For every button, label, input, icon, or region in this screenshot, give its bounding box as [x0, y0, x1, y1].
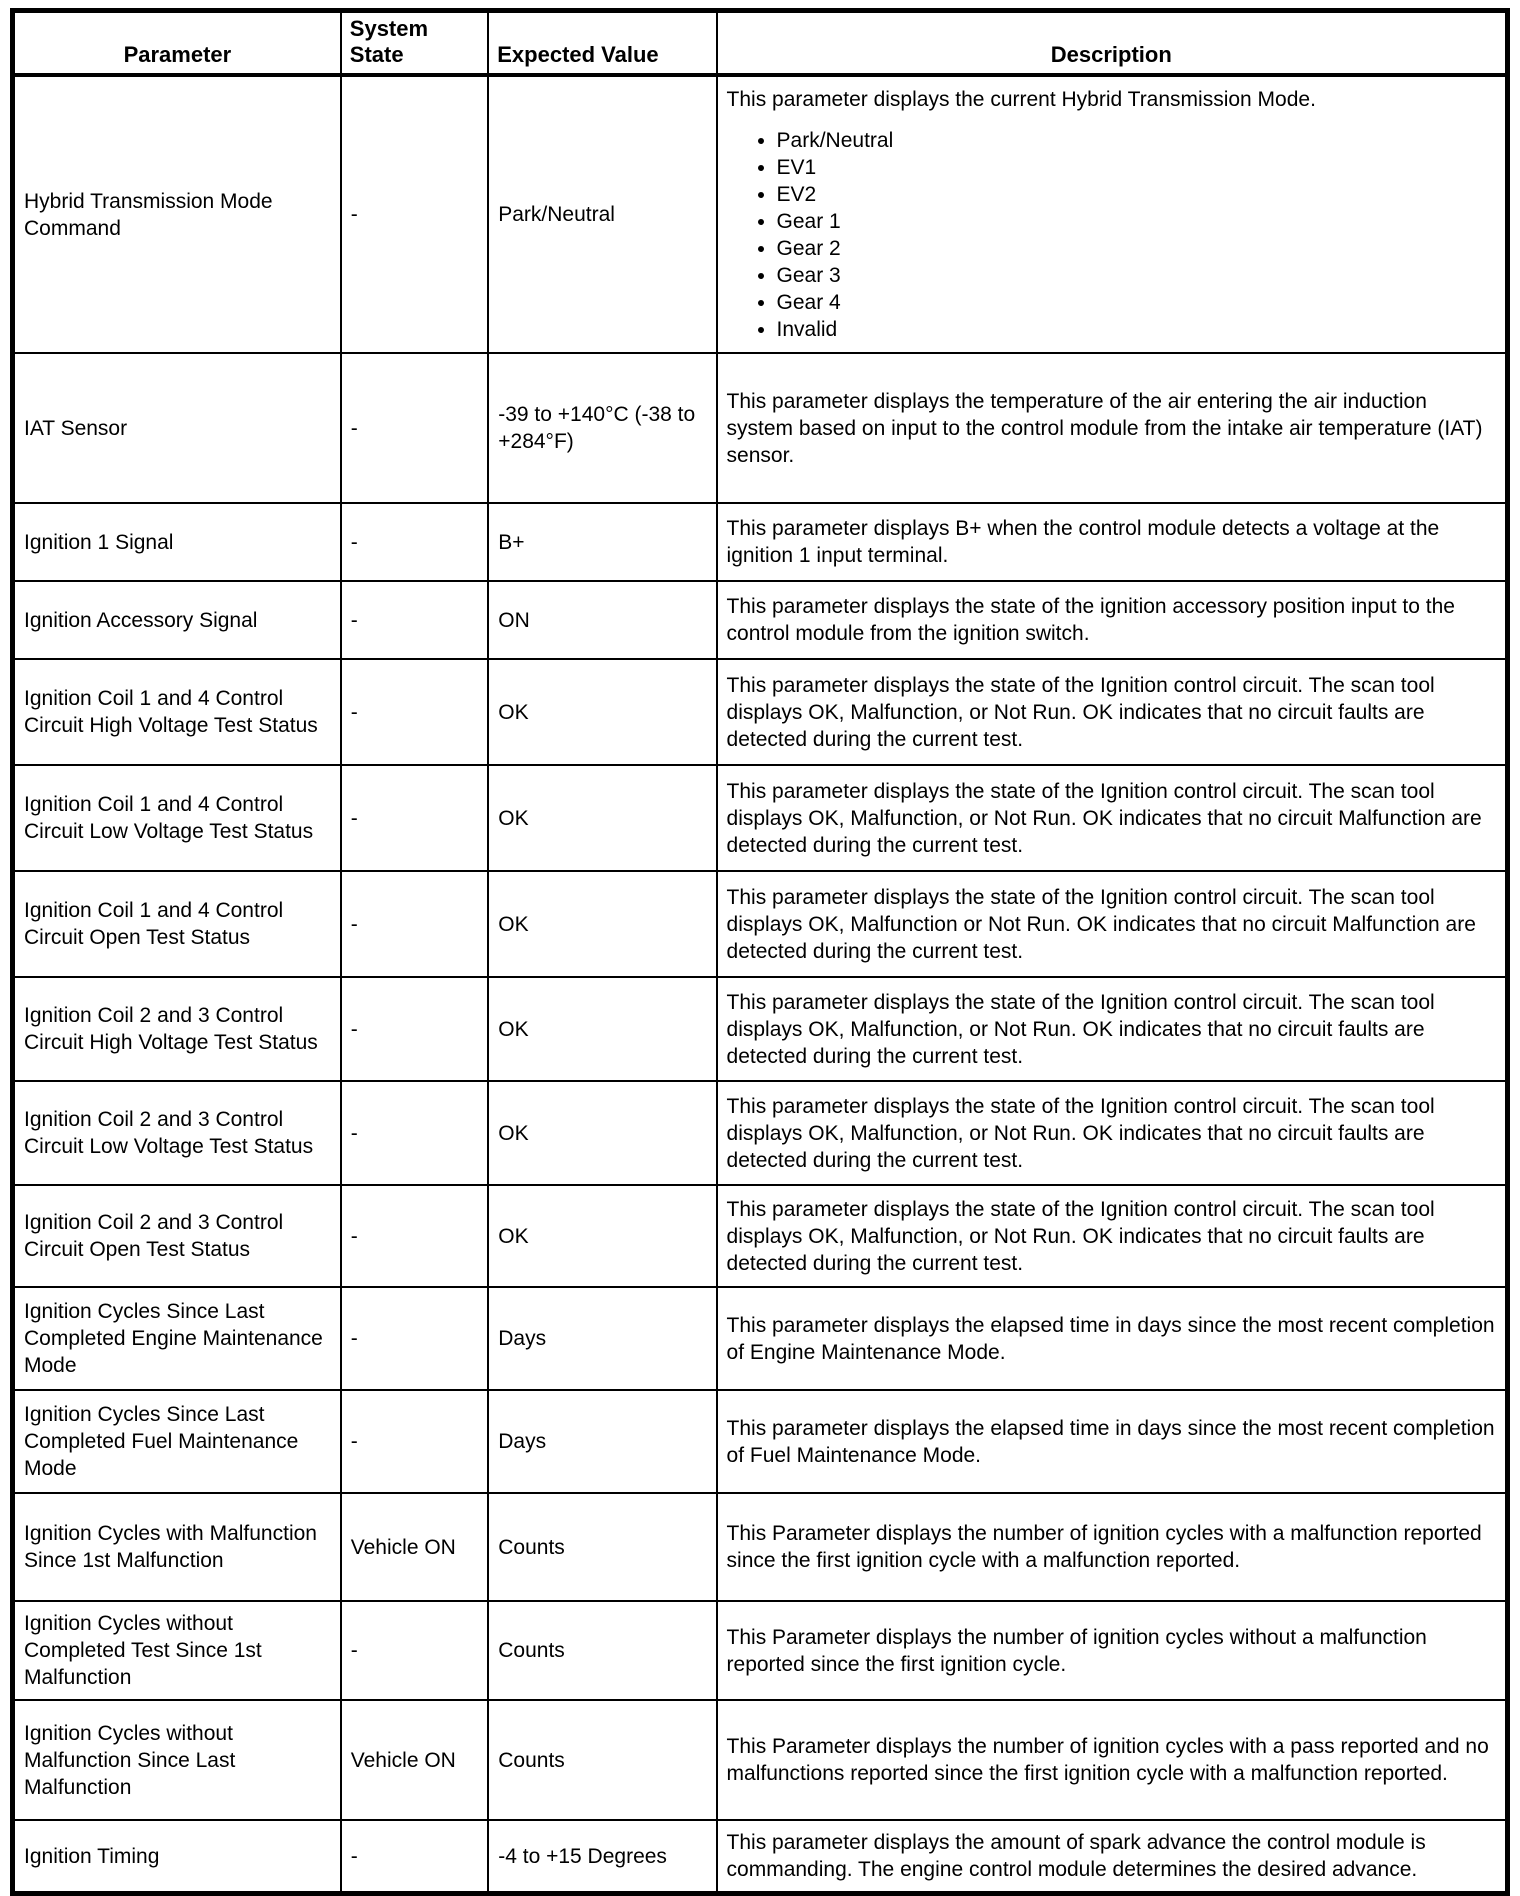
description-cell: This parameter displays the state of the Ignition control circuit. The scan tool displays OK, Malfunction or Not Run. OK indicates that no circuit Malfunction are detected during the current test. — [717, 871, 1508, 977]
description-cell: This parameter displays the state of the Ignition control circuit. The scan tool displays OK, Malfunction, or Not Run. OK indicates that no circuit faults are detected during the current test. — [717, 1081, 1508, 1185]
column-header-system-state: System State — [341, 11, 488, 76]
table-row — [13, 1287, 1508, 1390]
system-state-cell: - — [341, 871, 488, 977]
expected-value-cell: Park/Neutral — [488, 75, 716, 353]
parameter-cell: Ignition 1 Signal — [13, 503, 341, 581]
description-cell: This parameter displays the state of the Ignition control circuit. The scan tool displays OK, Malfunction, or Not Run. OK indicates that no circuit faults are detected during the current test. — [717, 659, 1508, 765]
mode-list-item: • EV2 — [777, 181, 1495, 208]
table-row — [13, 1390, 1508, 1493]
expected-value-cell: -4 to +15 Degrees — [488, 1820, 716, 1894]
table-row — [13, 977, 1508, 1081]
system-state-cell: - — [341, 75, 488, 353]
expected-value-cell: OK — [488, 1185, 716, 1287]
description-text: This parameter displays the current Hybrid Transmission Mode. — [726, 88, 1316, 111]
table-row — [13, 353, 1508, 503]
system-state-cell: - — [341, 977, 488, 1081]
table-row — [13, 1081, 1508, 1185]
parameter-cell: IAT Sensor — [13, 353, 341, 503]
system-state-cell: Vehicle ON — [341, 1493, 488, 1601]
parameter-cell: Ignition Coil 2 and 3 Control Circuit High Voltage Test Status — [13, 977, 341, 1081]
expected-value-cell: Days — [488, 1287, 716, 1390]
parameter-cell: Ignition Cycles with Malfunction Since 1st Malfunction — [13, 1493, 341, 1601]
mode-list-item: • EV1 — [777, 154, 1495, 181]
parameter-cell: Ignition Cycles without Malfunction Since Last Malfunction — [13, 1700, 341, 1820]
parameter-cell: Ignition Timing — [13, 1820, 341, 1894]
system-state-cell: - — [341, 1081, 488, 1185]
system-state-cell: - — [341, 353, 488, 503]
description-cell: This parameter displays the state of the ignition accessory position input to the control module from the ignition switch. — [717, 581, 1508, 659]
table-row — [13, 1185, 1508, 1287]
description-cell: This parameter displays the temperature of the air entering the air induction system based on input to the control module from the intake air temperature (IAT) sensor. — [717, 353, 1508, 503]
mode-list-item: • Gear 4 — [777, 289, 1495, 316]
system-state-cell: - — [341, 765, 488, 871]
parameter-cell: Ignition Cycles without Completed Test Since 1st Malfunction — [13, 1601, 341, 1700]
system-state-cell: - — [341, 1601, 488, 1700]
expected-value-cell: B+ — [488, 503, 716, 581]
parameter-cell: Ignition Accessory Signal — [13, 581, 341, 659]
expected-value-cell: ON — [488, 581, 716, 659]
expected-value-cell: Counts — [488, 1601, 716, 1700]
mode-list-item: • Gear 3 — [777, 262, 1495, 289]
system-state-cell: - — [341, 1287, 488, 1390]
description-cell: This parameter displays the elapsed time in days since the most recent completion of Engine Maintenance Mode. — [717, 1287, 1508, 1390]
mode-list-item: • Gear 2 — [777, 235, 1495, 262]
system-state-cell: - — [341, 503, 488, 581]
table-row — [13, 75, 1508, 353]
description-cell: This Parameter displays the number of ignition cycles without a malfunction reported since the first ignition cycle. — [717, 1601, 1508, 1700]
expected-value-cell: OK — [488, 977, 716, 1081]
table-row — [13, 503, 1508, 581]
parameter-cell: Ignition Cycles Since Last Completed Fuel Maintenance Mode — [13, 1390, 341, 1493]
header-row — [13, 11, 1508, 76]
transmission-mode-list — [727, 127, 1495, 343]
table-row — [13, 1700, 1508, 1820]
description-cell: This parameter displays the state of the Ignition control circuit. The scan tool displays OK, Malfunction, or Not Run. OK indicates that no circuit faults are detected during the current test. — [717, 977, 1508, 1081]
table-row — [13, 765, 1508, 871]
parameter-cell: Ignition Coil 1 and 4 Control Circuit Low Voltage Test Status — [13, 765, 341, 871]
description-cell: This parameter displays the elapsed time in days since the most recent completion of Fuel Maintenance Mode. — [717, 1390, 1508, 1493]
description-cell: This parameter displays the state of the Ignition control circuit. The scan tool displays OK, Malfunction, or Not Run. OK indicates that no circuit Malfunction are detected during the current test. — [717, 765, 1508, 871]
parameter-cell: Ignition Coil 2 and 3 Control Circuit Open Test Status — [13, 1185, 341, 1287]
expected-value-cell: OK — [488, 871, 716, 977]
expected-value-cell: OK — [488, 659, 716, 765]
system-state-cell: - — [341, 659, 488, 765]
description-cell: This Parameter displays the number of ignition cycles with a pass reported and no malfunctions reported since the first ignition cycle with a malfunction reported. — [717, 1700, 1508, 1820]
parameter-cell: Ignition Coil 1 and 4 Control Circuit High Voltage Test Status — [13, 659, 341, 765]
column-header-description: Description — [717, 11, 1508, 76]
expected-value-cell: OK — [488, 765, 716, 871]
mode-list-item: • Park/Neutral — [777, 127, 1495, 154]
column-header-parameter: Parameter — [13, 11, 341, 76]
column-header-expected-value: Expected Value — [488, 11, 716, 76]
table-row — [13, 1601, 1508, 1700]
expected-value-cell: Counts — [488, 1493, 716, 1601]
description-cell: This parameter displays the amount of spark advance the control module is commanding. The engine control module determines the desired advance. — [717, 1820, 1508, 1894]
expected-value-cell: Counts — [488, 1700, 716, 1820]
table-row — [13, 581, 1508, 659]
parameter-cell: Hybrid Transmission Mode Command — [13, 75, 341, 353]
expected-value-cell: OK — [488, 1081, 716, 1185]
system-state-cell: - — [341, 1185, 488, 1287]
description-cell — [717, 75, 1508, 353]
table-row — [13, 659, 1508, 765]
system-state-cell: Vehicle ON — [341, 1700, 488, 1820]
expected-value-cell: -39 to +140°C (-38 to +284°F) — [488, 353, 716, 503]
description-cell: This Parameter displays the number of ignition cycles with a malfunction reported since the first ignition cycle with a malfunction reported. — [717, 1493, 1508, 1601]
mode-list-item: • Gear 1 — [777, 208, 1495, 235]
table-row — [13, 1493, 1508, 1601]
table-row — [13, 1820, 1508, 1894]
system-state-cell: - — [341, 1820, 488, 1894]
system-state-cell: - — [341, 581, 488, 659]
description-cell: This parameter displays the state of the Ignition control circuit. The scan tool displays OK, Malfunction, or Not Run. OK indicates that no circuit faults are detected during the current test. — [717, 1185, 1508, 1287]
system-state-cell: - — [341, 1390, 488, 1493]
table-row — [13, 871, 1508, 977]
description-cell: This parameter displays B+ when the control module detects a voltage at the ignition 1 input terminal. — [717, 503, 1508, 581]
parameter-cell: Ignition Coil 2 and 3 Control Circuit Low Voltage Test Status — [13, 1081, 341, 1185]
parameter-cell: Ignition Coil 1 and 4 Control Circuit Open Test Status — [13, 871, 341, 977]
mode-list-item: • Invalid — [777, 316, 1495, 343]
parameter-cell: Ignition Cycles Since Last Completed Engine Maintenance Mode — [13, 1287, 341, 1390]
scan-tool-parameter-table — [10, 8, 1510, 1896]
expected-value-cell: Days — [488, 1390, 716, 1493]
